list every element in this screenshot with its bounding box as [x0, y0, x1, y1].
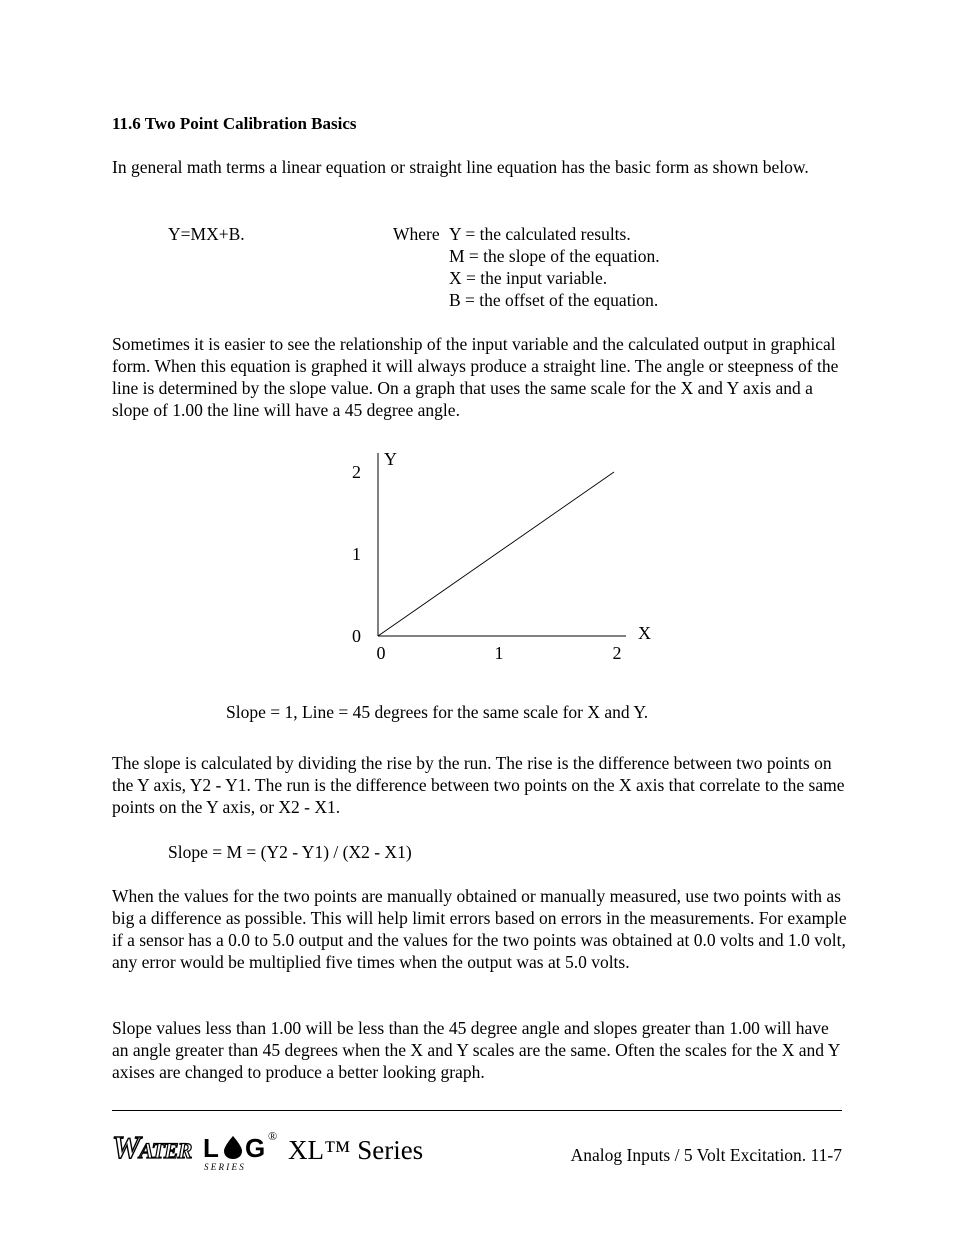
chart-series: [378, 472, 614, 636]
logo-g: G: [245, 1133, 266, 1163]
slope-calc-paragraph: The slope is calculated by dividing the rise by the run. The rise is the difference between two points on the Y axis, Y2 - Y1. The run is the difference between two points on the X axis that correlate to the same points on the Y axis, or X2 - X1.: [112, 753, 845, 817]
x-tick-label: 2: [612, 643, 622, 663]
footer-rule: [112, 1110, 842, 1111]
logo-l: L: [203, 1133, 219, 1163]
equation-where-label: Where: [393, 224, 440, 244]
chart-axis-labels: [384, 449, 651, 643]
y-tick-label: 0: [352, 626, 361, 646]
x-tick-label: 1: [494, 643, 504, 663]
definition-b: B = the offset of the equation.: [449, 290, 659, 310]
section-heading: 11.6 Two Point Calibration Basics: [112, 114, 357, 133]
logo-series-text: S E R I E S: [204, 1162, 244, 1172]
series-line: [378, 472, 614, 636]
logo-water-rest: ATER: [139, 1138, 192, 1163]
y-axis-label: Y: [384, 449, 397, 469]
product-name: XL™ Series: [288, 1135, 424, 1165]
chart-caption: Slope = 1, Line = 45 degrees for the same scale for X and Y.: [226, 702, 649, 722]
logo-water-text: W: [112, 1129, 140, 1165]
waterlog-logo: [112, 1128, 282, 1173]
page-info: Analog Inputs / 5 Volt Excitation. 11-7: [570, 1145, 842, 1165]
graph-intro-paragraph: Sometimes it is easier to see the relationship of the input variable and the calculated output in graphical form. When this equation is graphed it will always produce a straight line. The angle or steepness of the line is determined by the slope value. On a graph that uses the same scale for the X and Y axis and a slope of 1.00 the line will have a 45 degree angle.: [112, 334, 839, 420]
definition-x: X = the input variable.: [449, 268, 608, 288]
chart-axes: [378, 453, 626, 636]
definition-m: M = the slope of the equation.: [449, 246, 660, 266]
slope-values-paragraph: Slope values less than 1.00 will be less than the 45 degree angle and slopes greater than 1.00 will have an angle greater than 45 degrees when the X and Y scales are the same. Often the scales for the X and Y axises are changed to produce a better looking graph.: [112, 1018, 840, 1082]
y-tick-label: 2: [352, 462, 361, 482]
definition-y: Y = the calculated results.: [449, 224, 631, 244]
slope-chart: [330, 445, 670, 675]
measurement-paragraph: When the values for the two points are manually obtained or manually measured, use two points with as big a difference as possible. This will help limit errors based on errors in the measurements. For example if a sensor has a 0.0 to 5.0 output and the values for the two points was obtained at 0.0 volts and 1.0 volt, any error would be multiplied five times when the output was at 5.0 volts.: [112, 886, 847, 972]
intro-paragraph: In general math terms a linear equation or straight line equation has the basic form as shown below.: [112, 157, 809, 177]
equation-formula: Y=MX+B.: [168, 224, 245, 244]
x-tick-label: 0: [376, 643, 386, 663]
slope-formula: Slope = M = (Y2 - Y1) / (X2 - X1): [168, 842, 412, 862]
y-tick-label: 1: [352, 544, 361, 564]
chart-tick-labels: [352, 462, 622, 663]
registered-mark: ®: [268, 1129, 278, 1143]
x-axis-label: X: [638, 623, 651, 643]
water-drop-icon: [224, 1136, 242, 1159]
